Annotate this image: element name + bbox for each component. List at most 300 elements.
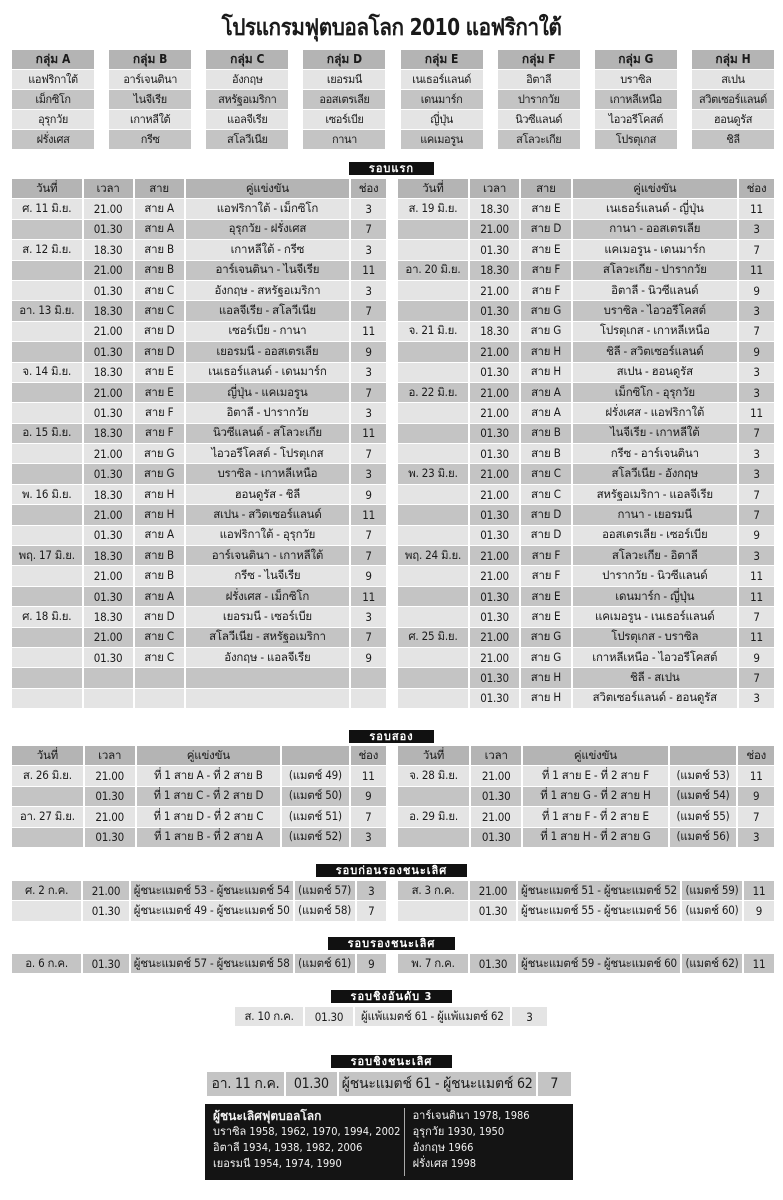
group-header: กลุ่ม F <box>498 50 580 69</box>
table-cell: 9 <box>351 787 386 806</box>
table-cell: อิตาลี - นิวซีแลนด์ <box>573 281 737 300</box>
table-row <box>398 807 774 826</box>
table-cell: ไอวอรีโคสต์ - โปรตุเกส <box>186 444 350 463</box>
table-cell: 18.30 <box>470 199 519 218</box>
table-cell: สเปน - ฮอนดูรัส <box>573 363 737 382</box>
table-cell <box>398 220 468 239</box>
table-cell: แอลจีเรีย - สโลวีเนีย <box>186 301 350 320</box>
table-cell: 11 <box>351 261 386 280</box>
table-cell: ผู้ชนะแมตช์ 61 - ผู้ชนะแมตช์ 62 <box>339 1072 536 1096</box>
table-cell: 21.00 <box>470 485 519 504</box>
table-cell <box>12 787 83 806</box>
table-cell: (แมตช์ 56) <box>670 828 737 847</box>
table-cell: 01.30 <box>85 828 135 847</box>
group-team: สหรัฐอเมริกา <box>206 90 288 109</box>
table-cell: ไนจีเรีย - เกาหลีใต้ <box>573 424 737 443</box>
table-cell <box>186 668 350 687</box>
table-row <box>398 464 774 483</box>
table-cell: สาย C <box>521 464 570 483</box>
group-team: สวิตเซอร์แลนด์ <box>692 90 774 109</box>
table-cell <box>135 689 184 708</box>
table-row <box>398 648 774 667</box>
table-cell: (แมตช์ 51) <box>282 807 349 826</box>
group-team: ปารากวัย <box>498 90 580 109</box>
table-cell: 01.30 <box>470 668 519 687</box>
table-row <box>207 1072 571 1096</box>
table-row <box>398 424 774 443</box>
table-row <box>12 301 386 320</box>
table-cell: สาย B <box>135 240 184 259</box>
table-cell: ผู้แพ้แมตช์ 61 - ผู้แพ้แมตช์ 62 <box>355 1007 510 1026</box>
table-cell: ที่ 1 สาย F - ที่ 2 สาย E <box>523 807 667 826</box>
header-match: คู่แข่งขัน <box>186 179 350 198</box>
group-header: กลุ่ม A <box>12 50 94 69</box>
table-row <box>12 828 386 847</box>
table-cell: สาย G <box>521 648 570 667</box>
table-cell: 21.00 <box>85 766 135 785</box>
table-cell <box>12 261 82 280</box>
table-cell: สาย D <box>135 322 184 341</box>
table-row <box>398 607 774 626</box>
table-row <box>398 199 774 218</box>
table-cell: ส. 3 ก.ค. <box>398 881 468 900</box>
table-cell: 21.00 <box>470 281 519 300</box>
table-row <box>398 526 774 545</box>
table-cell: พฤ. 17 มิ.ย. <box>12 546 82 565</box>
table-cell: เดนมาร์ก - ญี่ปุ่น <box>573 587 737 606</box>
table-header-row <box>12 179 386 198</box>
table-row <box>398 363 774 382</box>
table-cell: สาย A <box>135 220 184 239</box>
table-cell: สาย H <box>135 485 184 504</box>
group-team: ฝรั่งเศส <box>12 130 94 149</box>
table-cell <box>398 587 468 606</box>
table-cell: สาย G <box>135 444 184 463</box>
table-row <box>12 881 386 900</box>
section-label: รอบแรก <box>349 162 434 175</box>
table-cell: 7 <box>351 383 386 402</box>
table-cell: 7 <box>351 546 386 565</box>
table-row <box>12 240 386 259</box>
table-row <box>12 628 386 647</box>
table-row <box>398 668 774 687</box>
table-cell: 01.30 <box>84 342 133 361</box>
table-cell: สาย H <box>521 342 570 361</box>
table-cell: บราซิล - ไอวอรีโคสต์ <box>573 301 737 320</box>
table-cell: สาย F <box>521 281 570 300</box>
table-cell <box>398 485 468 504</box>
table-cell: ญี่ปุ่น - แคเมอรูน <box>186 383 350 402</box>
table-row <box>398 828 774 847</box>
table-row <box>12 954 386 973</box>
table-cell: สาย B <box>521 444 570 463</box>
table-cell: เกาหลีใต้ - กรีซ <box>186 240 350 259</box>
table-cell: 11 <box>744 881 774 900</box>
table-cell: อาร์เจนตินา - ไนจีเรีย <box>186 261 350 280</box>
table-row <box>398 954 774 973</box>
section-label: รอบชิงอันดับ 3 <box>331 990 453 1003</box>
table-cell: ที่ 1 สาย G - ที่ 2 สาย H <box>523 787 667 806</box>
table-cell: 3 <box>351 607 386 626</box>
table-cell: 21.00 <box>470 220 519 239</box>
table-row <box>12 424 386 443</box>
table-cell: 7 <box>738 807 774 826</box>
table-cell: 3 <box>739 689 774 708</box>
table-cell: สาย F <box>521 546 570 565</box>
table-cell: สเปน - สวิตเซอร์แลนด์ <box>186 505 350 524</box>
group-team: ไนจีเรีย <box>109 90 191 109</box>
table-cell: 3 <box>739 546 774 565</box>
table-cell: 01.30 <box>470 587 519 606</box>
table-row <box>12 505 386 524</box>
table-cell: 7 <box>739 424 774 443</box>
past-winners-box <box>205 1104 573 1180</box>
table-cell: ส. 26 มิ.ย. <box>12 766 83 785</box>
table-cell: ผู้ชนะแมตช์ 55 - ผู้ชนะแมตช์ 56 <box>518 901 680 920</box>
group-column <box>498 50 580 150</box>
section-first-round <box>0 157 783 175</box>
table-cell: 11 <box>739 403 774 422</box>
group-team: บราซิล <box>595 70 677 89</box>
table-cell: สาย E <box>521 199 570 218</box>
table-cell: ชิลี - สเปน <box>573 668 737 687</box>
table-cell: 3 <box>739 301 774 320</box>
table-cell: 18.30 <box>84 301 133 320</box>
table-cell: เยอรมนี - เซอร์เบีย <box>186 607 350 626</box>
table-cell: สาย A <box>521 383 570 402</box>
table-cell: 21.00 <box>84 566 133 585</box>
table-row <box>12 901 386 920</box>
table-cell: 18.30 <box>84 240 133 259</box>
section-third-place <box>0 985 783 1003</box>
table-cell: สหรัฐอเมริกา - แอลจีเรีย <box>573 485 737 504</box>
table-cell: 7 <box>538 1072 571 1096</box>
table-cell: สาย E <box>521 607 570 626</box>
table-cell: จ. 21 มิ.ย. <box>398 322 468 341</box>
table-cell: 21.00 <box>84 383 133 402</box>
table-cell: สาย E <box>521 240 570 259</box>
header-match: คู่แข่งขัน <box>573 179 737 198</box>
table-cell: 7 <box>351 220 386 239</box>
table-cell: 3 <box>351 240 386 259</box>
table-cell: 18.30 <box>84 363 133 382</box>
table-cell: 9 <box>739 648 774 667</box>
header-time: เวลา <box>85 746 135 765</box>
header-date: วันที่ <box>398 179 468 198</box>
table-cell: 01.30 <box>470 689 519 708</box>
round16-table-right <box>396 745 776 848</box>
table-cell: ผู้ชนะแมตช์ 57 - ผู้ชนะแมตช์ 58 <box>131 954 293 973</box>
table-row <box>398 546 774 565</box>
table-cell: 21.00 <box>471 807 521 826</box>
group-header: กลุ่ม C <box>206 50 288 69</box>
table-row <box>12 807 386 826</box>
group-team: อุรุกวัย <box>12 110 94 129</box>
group-column <box>692 50 774 150</box>
table-cell: 18.30 <box>84 546 133 565</box>
table-row <box>12 281 386 300</box>
table-cell <box>351 668 386 687</box>
table-row <box>398 881 774 900</box>
group-team: ฮอนดูรัส <box>692 110 774 129</box>
groups-panel <box>12 50 774 150</box>
table-cell <box>12 901 81 920</box>
table-cell: 7 <box>739 240 774 259</box>
table-cell: 3 <box>351 403 386 422</box>
table-cell: ศ. 18 มิ.ย. <box>12 607 82 626</box>
table-row <box>12 766 386 785</box>
table-row <box>12 383 386 402</box>
table-row <box>12 566 386 585</box>
table-cell: ศ. 2 ก.ค. <box>12 881 81 900</box>
section-round-16 <box>0 725 783 743</box>
group-team: อาร์เจนตินา <box>109 70 191 89</box>
table-cell: เซอร์เบีย - กานา <box>186 322 350 341</box>
table-cell <box>12 403 82 422</box>
table-header-row <box>398 179 774 198</box>
group-team: เซอร์เบีย <box>303 110 385 129</box>
table-cell: 11 <box>351 766 386 785</box>
table-cell <box>398 526 468 545</box>
table-cell: 3 <box>357 881 386 900</box>
table-row <box>12 199 386 218</box>
table-row <box>235 1007 547 1026</box>
table-row <box>398 628 774 647</box>
table-cell: 01.30 <box>470 505 519 524</box>
table-cell: จ. 28 มิ.ย. <box>398 766 469 785</box>
table-cell: สาย A <box>521 403 570 422</box>
table-cell <box>398 689 468 708</box>
table-cell: 3 <box>739 444 774 463</box>
table-cell: ที่ 1 สาย A - ที่ 2 สาย B <box>137 766 280 785</box>
table-cell: สาย H <box>521 668 570 687</box>
table-cell: พ. 7 ก.ค. <box>398 954 468 973</box>
table-cell: สาย D <box>135 607 184 626</box>
table-cell: อังกฤษ - แอลจีเรีย <box>186 648 350 667</box>
table-cell: 7 <box>351 444 386 463</box>
table-cell: โปรตุเกส - บราซิล <box>573 628 737 647</box>
table-cell <box>398 281 468 300</box>
table-cell: 01.30 <box>84 587 133 606</box>
table-cell: 7 <box>351 807 386 826</box>
table-row <box>398 301 774 320</box>
page-title: โปรแกรมฟุตบอลโลก 2010 แอฟริกาใต้ <box>221 15 562 41</box>
section-label: รอบรองชนะเลิศ <box>328 937 456 950</box>
group-team: เยอรมนี <box>303 70 385 89</box>
group-team: เกาหลีใต้ <box>109 110 191 129</box>
group-team: ออสเตรเลีย <box>303 90 385 109</box>
table-cell: (แมตช์ 55) <box>670 807 737 826</box>
header-match-no <box>282 746 349 765</box>
group-team: ไอวอรีโคสต์ <box>595 110 677 129</box>
table-cell: 01.30 <box>84 464 133 483</box>
table-row <box>398 485 774 504</box>
table-cell: 11 <box>351 587 386 606</box>
table-row <box>398 383 774 402</box>
table-cell: 21.00 <box>470 342 519 361</box>
table-cell <box>12 828 83 847</box>
table-cell <box>398 301 468 320</box>
table-cell <box>186 689 350 708</box>
table-row <box>12 322 386 341</box>
table-cell: 3 <box>512 1007 547 1026</box>
table-cell: 7 <box>351 301 386 320</box>
section-semi-final <box>0 932 783 950</box>
semi-table-right <box>396 953 776 974</box>
table-cell <box>12 628 82 647</box>
table-cell: 21.00 <box>470 464 519 483</box>
table-row <box>12 261 386 280</box>
table-cell: กรีซ - อาร์เจนตินา <box>573 444 737 463</box>
table-cell: 18.30 <box>470 261 519 280</box>
table-cell: 3 <box>739 220 774 239</box>
table-cell: อ. 29 มิ.ย. <box>398 807 469 826</box>
table-cell: สาย F <box>521 566 570 585</box>
header-channel: ช่อง <box>739 179 774 198</box>
table-cell: สาย B <box>135 546 184 565</box>
table-cell: 3 <box>739 363 774 382</box>
winner-entry: อังกฤษ 1966 <box>412 1141 474 1154</box>
table-cell: 3 <box>738 828 774 847</box>
group-team: สเปน <box>692 70 774 89</box>
table-cell: 01.30 <box>470 444 519 463</box>
table-cell: 01.30 <box>83 901 129 920</box>
table-cell: ที่ 1 สาย D - ที่ 2 สาย C <box>137 807 280 826</box>
table-row <box>398 220 774 239</box>
table-cell <box>398 363 468 382</box>
table-cell: 01.30 <box>305 1007 353 1026</box>
header-date: วันที่ <box>398 746 469 765</box>
table-cell: สาย C <box>521 485 570 504</box>
table-cell: สาย C <box>135 301 184 320</box>
table-cell: สาย C <box>135 628 184 647</box>
group-team: ญี่ปุ่น <box>401 110 483 129</box>
table-cell: สาย H <box>135 505 184 524</box>
table-row <box>398 444 774 463</box>
table-cell: (แมตช์ 52) <box>282 828 349 847</box>
table-cell: อิตาลี - ปารากวัย <box>186 403 350 422</box>
table-row <box>398 587 774 606</box>
table-cell: 21.00 <box>470 566 519 585</box>
table-row <box>12 464 386 483</box>
table-cell: 7 <box>739 607 774 626</box>
group-team: เนเธอร์แลนด์ <box>401 70 483 89</box>
table-cell: ผู้ชนะแมตช์ 53 - ผู้ชนะแมตช์ 54 <box>131 881 293 900</box>
group-team: กรีซ <box>109 130 191 149</box>
group-header: กลุ่ม H <box>692 50 774 69</box>
table-cell: 18.30 <box>470 322 519 341</box>
table-cell <box>12 322 82 341</box>
table-cell: (แมตช์ 54) <box>670 787 737 806</box>
winners-left-column <box>213 1108 405 1176</box>
table-cell: 11 <box>739 566 774 585</box>
group-team: โปรตุเกส <box>595 130 677 149</box>
group-column <box>109 50 191 150</box>
table-cell: 11 <box>744 954 774 973</box>
table-cell: กานา - เยอรมนี <box>573 505 737 524</box>
table-cell: 21.00 <box>470 383 519 402</box>
table-cell: 21.00 <box>84 199 133 218</box>
table-cell: 21.00 <box>470 628 519 647</box>
winner-entry: บราซิล 1958, 1962, 1970, 1994, 2002 <box>213 1125 401 1138</box>
header-date: วันที่ <box>12 179 82 198</box>
table-cell <box>12 668 82 687</box>
table-cell: 9 <box>351 342 386 361</box>
table-cell: 3 <box>739 464 774 483</box>
table-cell: เยอรมนี - ออสเตรเลีย <box>186 342 350 361</box>
table-cell: 21.00 <box>84 628 133 647</box>
table-cell: สาย H <box>521 689 570 708</box>
quarter-table-right <box>396 880 776 922</box>
table-cell <box>398 240 468 259</box>
table-cell <box>398 901 468 920</box>
table-row <box>12 648 386 667</box>
table-cell: (แมตช์ 59) <box>682 881 742 900</box>
table-cell: 3 <box>351 281 386 300</box>
table-cell: ผู้ชนะแมตช์ 51 - ผู้ชนะแมตช์ 52 <box>518 881 680 900</box>
table-cell <box>398 668 468 687</box>
table-cell: 3 <box>351 464 386 483</box>
table-cell: ผู้ชนะแมตช์ 59 - ผู้ชนะแมตช์ 60 <box>518 954 680 973</box>
table-cell: พ. 23 มิ.ย. <box>398 464 468 483</box>
table-cell: ศ. 25 มิ.ย. <box>398 628 468 647</box>
table-cell <box>12 281 82 300</box>
semi-table-left <box>10 953 388 974</box>
table-cell: 7 <box>739 668 774 687</box>
table-cell: 21.00 <box>471 766 521 785</box>
table-row <box>12 607 386 626</box>
table-cell: เกาหลีเหนือ - ไอวอรีโคสต์ <box>573 648 737 667</box>
quarter-table-left <box>10 880 388 922</box>
table-cell: 9 <box>738 787 774 806</box>
group-team: อังกฤษ <box>206 70 288 89</box>
table-cell: 21.00 <box>470 648 519 667</box>
table-cell: 11 <box>351 505 386 524</box>
table-cell: 7 <box>739 505 774 524</box>
header-channel: ช่อง <box>738 746 774 765</box>
table-cell: 21.00 <box>84 444 133 463</box>
table-cell: อา. 11 ก.ค. <box>207 1072 284 1096</box>
table-cell: ผู้ชนะแมตช์ 49 - ผู้ชนะแมตช์ 50 <box>131 901 293 920</box>
table-cell: อาร์เจนตินา - เกาหลีใต้ <box>186 546 350 565</box>
header-match-no <box>670 746 737 765</box>
table-cell: (แมตช์ 60) <box>682 901 742 920</box>
table-cell: 01.30 <box>470 424 519 443</box>
table-cell: 01.30 <box>84 403 133 422</box>
table-cell <box>398 403 468 422</box>
table-row <box>12 587 386 606</box>
group-column <box>206 50 288 150</box>
table-cell: สโลวะเกีย - อิตาลี <box>573 546 737 565</box>
table-cell: 7 <box>351 526 386 545</box>
group-team: นิวซีแลนด์ <box>498 110 580 129</box>
table-row <box>398 505 774 524</box>
table-cell: เม็กซิโก - อุรุกวัย <box>573 383 737 402</box>
table-cell: สาย E <box>135 383 184 402</box>
table-cell <box>12 383 82 402</box>
group-column <box>12 50 94 150</box>
section-quarter-final <box>0 859 783 877</box>
table-cell: 18.30 <box>84 424 133 443</box>
table-cell <box>398 648 468 667</box>
table-cell <box>12 526 82 545</box>
table-cell: 9 <box>739 342 774 361</box>
table-cell: 21.00 <box>84 261 133 280</box>
table-cell: สาย D <box>521 220 570 239</box>
round16-table-left <box>10 745 388 848</box>
header-group: สาย <box>521 179 570 198</box>
group-team: แอฟริกาใต้ <box>12 70 94 89</box>
